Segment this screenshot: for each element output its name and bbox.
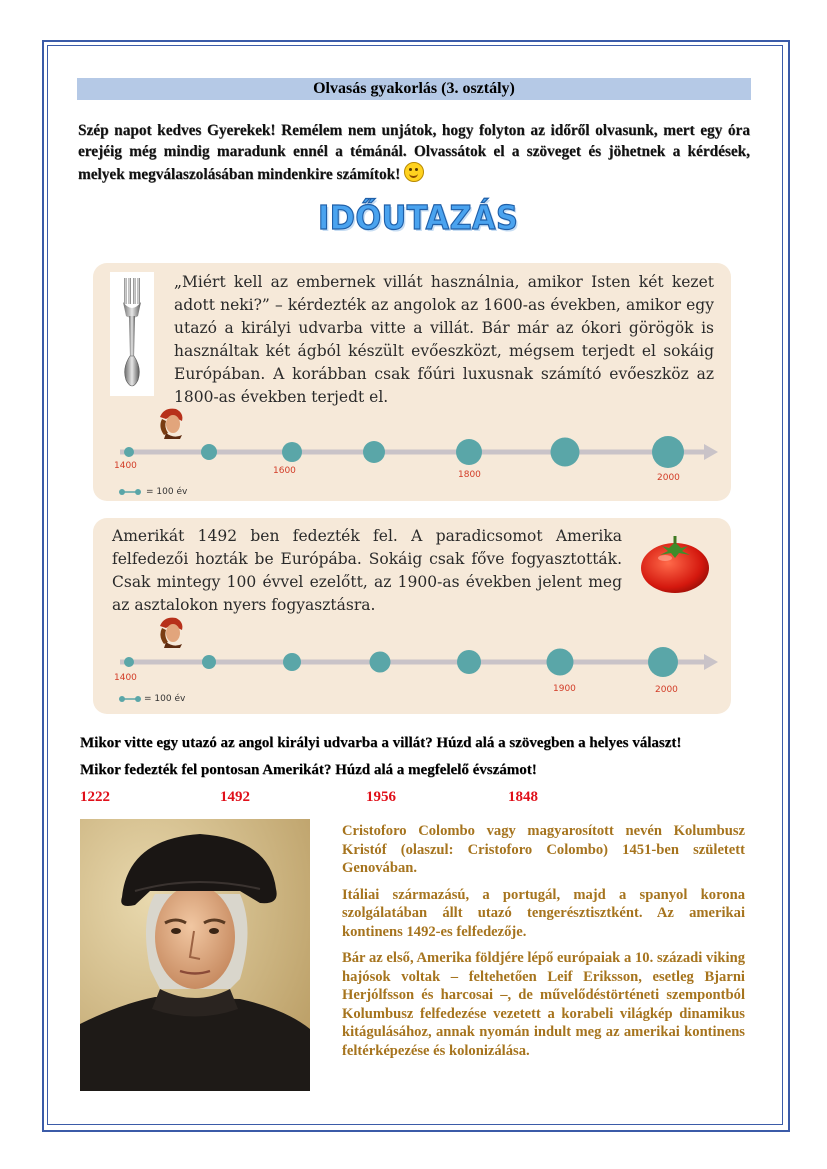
intro-text: Szép napot kedves Gyerekek! Remélem nem unjátok, hogy folyton az időről olvasunk, mert egy óra erejéig még mindig maradunk ennél a témánál. Olvassátok el a szöveget és jöhetnek a kérdések, melyek megválaszolásában mindenkire számítok! [78,122,750,183]
timeline-dot [547,649,574,676]
bio-paragraph-3: Bár az első, Amerika földjére lépő európaiak a 10. századi viking hajósok voltak – feltehetően Leif Eriksson, esetleg Bjarni Herjólfsson és harcosai –, de művelődéstörténeti szempontból Kolumbusz felfedezése vezetett a korabeli világkép dinamikus kitágulásához, annak nyomán indult meg az amerikai kontinens feltérképezése és kolonizálása. [342,950,745,1059]
timeline-dot [370,652,391,673]
page-title: Olvasás gyakorlás (3. osztály) [77,78,751,100]
timeline-label-2000: 2000 [655,685,678,695]
bio-paragraph-2: Itáliai származású, a portugál, majd a spanyol korona szolgálatában állt utazó tengerésztisztként. Az amerikai kontinens 1492-es felfedezője. [342,886,745,940]
tomato-story-text: Amerikát 1492 ben fedezték fel. A paradicsomot Amerika felfedezői hozták be Európába. Sokáig csak főve fogyasztották. Csak mintegy 100 évvel ezelőtt, az 1900-as években jelent meg az asztalokon nyers fogyasztásra. [112,527,622,614]
question-1: Mikor vitte egy utazó az angol királyi udvarba a villát? Húzd alá a szövegben a helyes választ! [80,735,682,751]
timeline-label-2000: 2000 [657,473,680,483]
fork-story-text: „Miért kell az embernek villát használnia, amikor Isten két kezet adott neki?” – kérdezték az angolok az 1600-as években, amikor egy utazó a királyi udvarba vitte a villát. Bár már az ókori görögök is használtak két ágból készült evőeszközt, mégsem terjedt el sokáig Európában. A korábban csak főúri luxusnak számító evőeszköz az 1800-as években terjedt el. [174,273,714,406]
bio-paragraph-1: Cristoforo Colombo vagy magyarosított nevén Kolumbusz Kristóf (olaszul: Cristoforo Colombo) 1451-ben született Genovában. [342,823,745,876]
main-title: IDŐUTAZÁS [318,198,519,237]
year-option[interactable]: 1222 [80,789,110,805]
timeline-dot [124,657,134,667]
timeline-legend: = 100 év [146,487,188,497]
biography [342,822,745,1068]
timeline-dot [283,653,301,671]
timeline-label-1800: 1800 [458,470,481,480]
timeline-legend: = 100 év [144,694,186,704]
timeline-label-1400: 1400 [114,461,137,471]
question-2: Mikor fedezték fel pontosan Amerikát? Húzd alá a megfelelő évszámot! [80,762,537,778]
timeline-label-1600: 1600 [273,466,296,476]
year-option[interactable]: 1492 [220,789,250,805]
year-option[interactable]: 1956 [366,789,396,805]
timeline-dot [202,655,216,669]
timeline-dot [457,650,481,674]
year-option[interactable]: 1848 [508,789,538,805]
columbus-portrait [80,819,310,1091]
timeline-label-1400: 1400 [114,673,137,683]
timeline-dot [648,647,678,677]
timeline-label-1900: 1900 [553,684,576,694]
